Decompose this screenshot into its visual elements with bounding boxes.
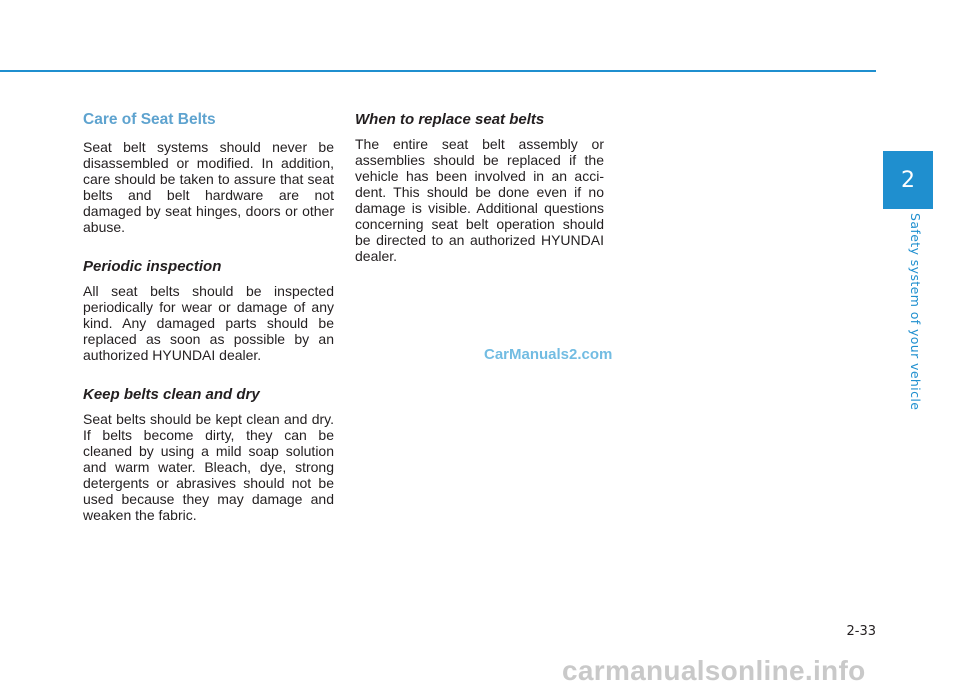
replace-heading: When to replace seat belts	[355, 111, 545, 128]
header-rule	[0, 70, 876, 72]
page-number: 2-33	[846, 624, 876, 639]
right-column	[355, 111, 604, 287]
chapter-number: 2	[901, 167, 915, 193]
watermark-center: CarManuals2.com	[484, 346, 613, 363]
section-title: Care of Seat Belts	[83, 111, 216, 128]
periodic-inspection-text: All seat belts should be inspected periodically for wear or damage of any kind. Any damaged parts should be replaced as soon as possible by an authorized HYUNDAI dealer.	[83, 283, 334, 363]
replace-text: The entire seat belt assembly or assemblies should be replaced if the vehicle has been involved in an accident. This should be done even if no damage is visible. Additional questions concerning seat belt operation should be directed to an authorized HYUNDAI dealer.	[355, 136, 604, 264]
left-column	[83, 111, 334, 546]
intro-paragraph: Seat belt systems should never be disassembled or modified. In addition, care should be taken to assure that seat belts and belt hardware are not damaged by seat hinges, doors or other abuse.	[83, 139, 334, 235]
clean-dry-heading: Keep belts clean and dry	[83, 386, 260, 403]
periodic-inspection-heading: Periodic inspection	[83, 258, 222, 275]
chapter-label: Safety system of your vehicle	[908, 213, 923, 411]
chapter-tab[interactable]	[883, 151, 933, 209]
watermark-bottom: carmanualsonline.info	[562, 655, 866, 686]
clean-dry-text: Seat belts should be kept clean and dry. If belts become dirty, they can be cleaned by using a mild soap solution and warm water. Bleach, dye, strong detergents or abrasives should not be used because they may damage and weaken the fabric.	[83, 411, 334, 523]
